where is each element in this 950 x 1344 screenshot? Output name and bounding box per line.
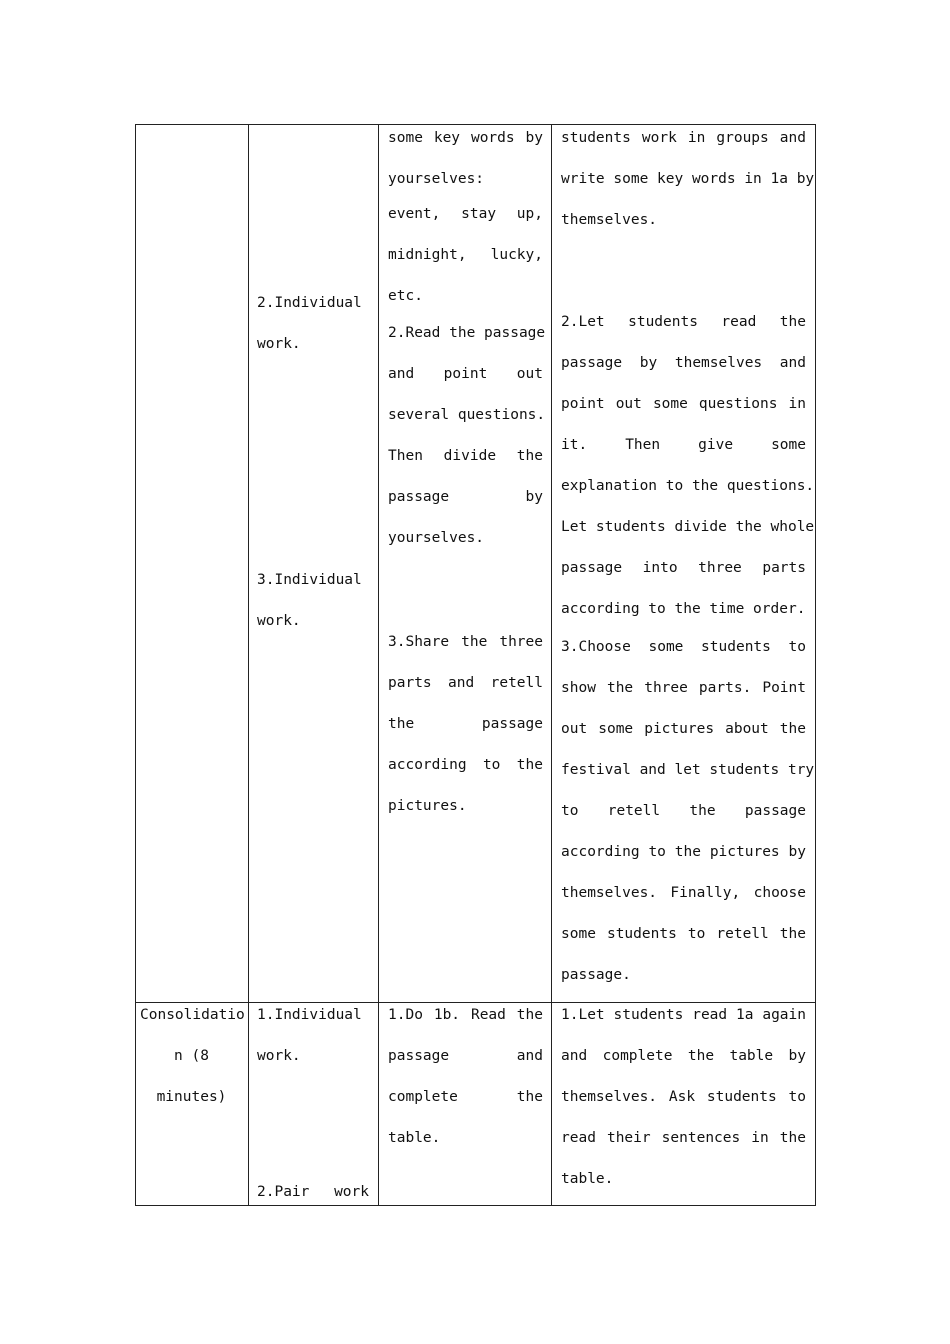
row2-student-activity: 1.Do 1b. Read the passage and complete the table. bbox=[388, 1007, 543, 1146]
row1-key-words: event, stay up, midnight, lucky, etc. bbox=[388, 206, 543, 304]
row1-teacher-activity-1: students work in groups and write some key words in 1a by themselves. bbox=[561, 130, 815, 228]
row1-teacher-activity-2: 2.Let students read the passage by themselves and point out some questions in it. Then give some explanation to the questions. Let students divide the whole passage into three parts according to the time order. bbox=[561, 314, 815, 617]
consolidation-stage-label: Consolidatio n (8 minutes) bbox=[140, 1007, 245, 1105]
column-divider-1 bbox=[248, 125, 249, 1205]
row1-student-activity-3: 3.Share the three parts and retell the passage according to the pictures. bbox=[388, 634, 543, 814]
column-divider-3 bbox=[551, 125, 552, 1205]
column-divider-2 bbox=[378, 125, 379, 1205]
row2-method-item1: 1.Individual work. bbox=[257, 1007, 362, 1064]
row1-student-activity-2: 2.Read the passage and point out several questions. Then divide the passage by yourselves. bbox=[388, 325, 546, 546]
row2-method-item2: 2.Pair work bbox=[257, 1184, 369, 1200]
row1-student-activity-1: some key words by yourselves: bbox=[388, 130, 543, 187]
row1-teacher-activity-3: 3.Choose some students to show the three parts. Point out some pictures about the festival and let students try to retell the passage according to the pictures by themselves. Finally, choose some students to retell the passage. bbox=[561, 639, 815, 983]
row1-method-item3: 3.Individual work. bbox=[257, 572, 362, 629]
row1-method-item2: 2.Individual work. bbox=[257, 295, 362, 352]
row2-teacher-activity: 1.Let students read 1a again and complete the table by themselves. Ask students to read their sentences in the table. bbox=[561, 1007, 806, 1187]
